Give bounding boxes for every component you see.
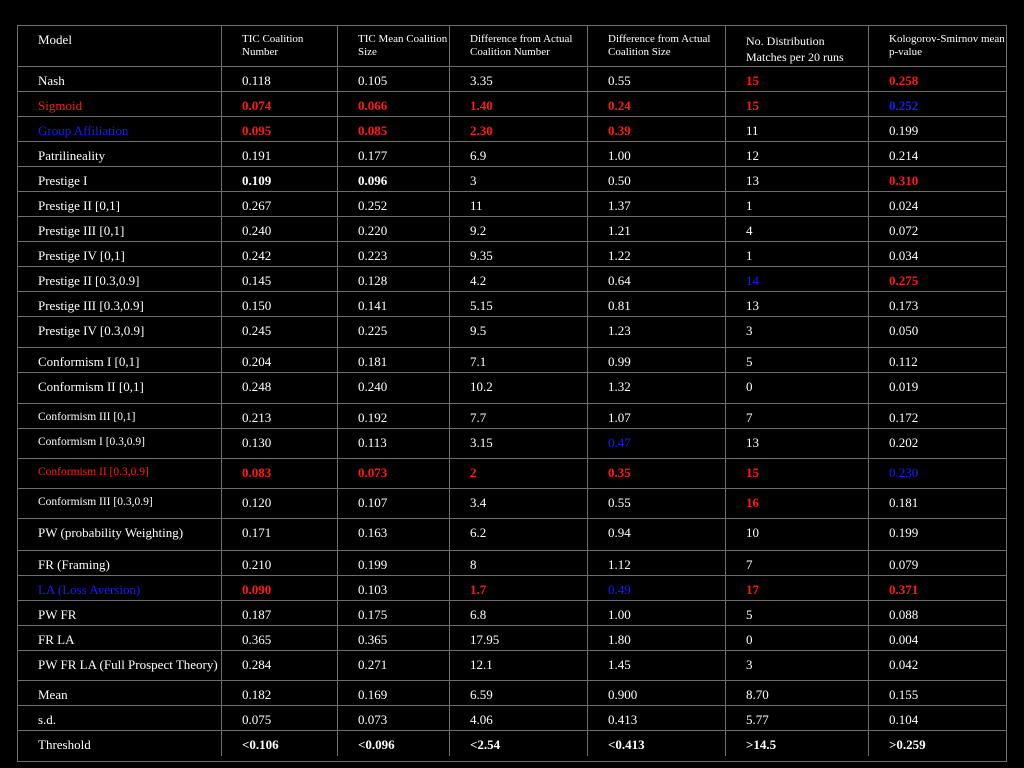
value-cell: 0.242 xyxy=(221,242,337,266)
value-cell: 0.187 xyxy=(221,601,337,625)
model-name-cell: Group Affiliation xyxy=(38,123,129,138)
value-cell: 6.9 xyxy=(449,142,587,166)
value-cell: 0.083 xyxy=(221,459,337,488)
value-cell: 1.21 xyxy=(587,217,725,241)
value-cell: 0.39 xyxy=(587,117,725,141)
value-cell: 0.210 xyxy=(221,551,337,575)
value-cell: 3 xyxy=(449,167,587,191)
value-cell: 13 xyxy=(725,167,868,191)
value-cell: 0.163 xyxy=(337,519,449,550)
value-cell: 0.94 xyxy=(587,519,725,550)
value-cell: 0.365 xyxy=(337,626,449,650)
value-cell: 0.042 xyxy=(868,651,1008,680)
column-header: Difference from Actual Coalition Number xyxy=(449,26,587,66)
value-cell: 0.104 xyxy=(868,706,1008,730)
table-row xyxy=(18,551,1006,576)
table-row xyxy=(18,167,1006,192)
value-cell: 1.80 xyxy=(587,626,725,650)
value-cell: 2.30 xyxy=(449,117,587,141)
value-cell: 17.95 xyxy=(449,626,587,650)
value-cell: 6.8 xyxy=(449,601,587,625)
column-header: Kologorov-Smirnov mean p-value xyxy=(868,26,1008,66)
value-cell: >0.259 xyxy=(868,731,1008,756)
column-header: Difference from Actual Coalition Size xyxy=(587,26,725,66)
value-cell: 0.090 xyxy=(221,576,337,600)
value-cell: 0.24 xyxy=(587,92,725,116)
value-cell: <2.54 xyxy=(449,731,587,756)
value-cell: 0.175 xyxy=(337,601,449,625)
value-cell: <0.413 xyxy=(587,731,725,756)
value-cell: 4 xyxy=(725,217,868,241)
value-cell: 0.199 xyxy=(337,551,449,575)
model-name-cell: Prestige IV [0,1] xyxy=(38,248,125,263)
table-row xyxy=(18,731,1006,756)
value-cell: 0.225 xyxy=(337,317,449,347)
model-name-cell: PW FR LA (Full Prospect Theory) xyxy=(38,657,218,672)
value-cell: 8 xyxy=(449,551,587,575)
value-cell: 0.004 xyxy=(868,626,1008,650)
value-cell: 11 xyxy=(725,117,868,141)
value-cell: 0 xyxy=(725,373,868,403)
model-name-cell: Prestige II [0.3,0.9] xyxy=(38,273,140,288)
model-name-cell: Prestige III [0.3,0.9] xyxy=(38,298,144,313)
value-cell: 3.35 xyxy=(449,67,587,91)
value-cell: 0.35 xyxy=(587,459,725,488)
value-cell: 1 xyxy=(725,242,868,266)
model-name-cell: Prestige IV [0.3,0.9] xyxy=(38,323,145,338)
model-name-cell: Conformism II [0.3,0.9] xyxy=(38,466,149,478)
header-row xyxy=(18,26,1006,67)
value-cell: 1 xyxy=(725,192,868,216)
value-cell: 0.248 xyxy=(221,373,337,403)
value-cell: 0.050 xyxy=(868,317,1008,347)
value-cell: 0.072 xyxy=(868,217,1008,241)
table-row xyxy=(18,317,1006,348)
value-cell: 0.182 xyxy=(221,681,337,705)
value-cell: 7.7 xyxy=(449,404,587,428)
results-table xyxy=(17,25,1007,762)
value-cell: 0.088 xyxy=(868,601,1008,625)
value-cell: 0.191 xyxy=(221,142,337,166)
value-cell: 9.35 xyxy=(449,242,587,266)
value-cell: 0.171 xyxy=(221,519,337,550)
table-row xyxy=(18,267,1006,292)
value-cell: 0.141 xyxy=(337,292,449,316)
table-row xyxy=(18,706,1006,731)
value-cell: 10.2 xyxy=(449,373,587,403)
value-cell: 0.105 xyxy=(337,67,449,91)
value-cell: 0.173 xyxy=(868,292,1008,316)
value-cell: 0.019 xyxy=(868,373,1008,403)
value-cell: 0.024 xyxy=(868,192,1008,216)
model-name-cell: Threshold xyxy=(38,737,91,752)
value-cell: <0.096 xyxy=(337,731,449,756)
model-name-cell: Conformism III [0,1] xyxy=(38,411,136,423)
column-header: TIC Coalition Number xyxy=(221,26,337,66)
value-cell: 0.55 xyxy=(587,489,725,518)
value-cell: 0.240 xyxy=(221,217,337,241)
value-cell: 15 xyxy=(725,92,868,116)
value-cell: 0.220 xyxy=(337,217,449,241)
value-cell: 0.245 xyxy=(221,317,337,347)
value-cell: 8.70 xyxy=(725,681,868,705)
model-name-cell: PW FR xyxy=(38,607,77,622)
value-cell: 7 xyxy=(725,404,868,428)
value-cell: 1.40 xyxy=(449,92,587,116)
model-name-cell: PW (probability Weighting) xyxy=(38,525,184,540)
value-cell: 10 xyxy=(725,519,868,550)
value-cell: 0.181 xyxy=(337,348,449,372)
value-cell: 13 xyxy=(725,292,868,316)
model-name-cell: Prestige II [0,1] xyxy=(38,198,120,213)
value-cell: 0.118 xyxy=(221,67,337,91)
value-cell: 0.109 xyxy=(221,167,337,191)
value-cell: 9.2 xyxy=(449,217,587,241)
value-cell: 3 xyxy=(725,651,868,680)
value-cell: 0.240 xyxy=(337,373,449,403)
value-cell: 15 xyxy=(725,67,868,91)
model-name-cell: Prestige I xyxy=(38,173,88,188)
value-cell: 0.113 xyxy=(337,429,449,458)
table-row xyxy=(18,348,1006,373)
column-header: No. Distribution Matches per 20 runs xyxy=(725,26,868,66)
table-row xyxy=(18,292,1006,317)
table-row xyxy=(18,192,1006,217)
value-cell: 0.99 xyxy=(587,348,725,372)
model-name-cell: Nash xyxy=(38,73,65,88)
value-cell: 1.23 xyxy=(587,317,725,347)
model-name-cell: Conformism II [0,1] xyxy=(38,379,144,394)
value-cell: 1.12 xyxy=(587,551,725,575)
value-cell: 0.252 xyxy=(868,92,1008,116)
table-row xyxy=(18,626,1006,651)
value-cell: 0.085 xyxy=(337,117,449,141)
table-row xyxy=(18,576,1006,601)
value-cell: 0.128 xyxy=(337,267,449,291)
value-cell: 0.55 xyxy=(587,67,725,91)
value-cell: 0.073 xyxy=(337,459,449,488)
value-cell: 0.034 xyxy=(868,242,1008,266)
value-cell: 0.150 xyxy=(221,292,337,316)
table-row xyxy=(18,67,1006,92)
value-cell: 5.15 xyxy=(449,292,587,316)
value-cell: 3 xyxy=(725,317,868,347)
value-cell: 6.2 xyxy=(449,519,587,550)
value-cell: 0.073 xyxy=(337,706,449,730)
value-cell: 0.096 xyxy=(337,167,449,191)
value-cell: 0.271 xyxy=(337,651,449,680)
model-name-cell: Conformism I [0.3,0.9] xyxy=(38,436,146,448)
value-cell: 2 xyxy=(449,459,587,488)
value-cell: 3.15 xyxy=(449,429,587,458)
value-cell: 4.2 xyxy=(449,267,587,291)
value-cell: 0.81 xyxy=(587,292,725,316)
model-name-cell: s.d. xyxy=(38,712,57,727)
value-cell: 0.310 xyxy=(868,167,1008,191)
value-cell: 0.47 xyxy=(587,429,725,458)
table-row xyxy=(18,217,1006,242)
model-name-cell: FR LA xyxy=(38,632,75,647)
value-cell: 0.199 xyxy=(868,519,1008,550)
value-cell: <0.106 xyxy=(221,731,337,756)
value-cell: 15 xyxy=(725,459,868,488)
model-name-cell: Patrilineality xyxy=(38,148,106,163)
table-row xyxy=(18,117,1006,142)
value-cell: 7.1 xyxy=(449,348,587,372)
value-cell: 0.155 xyxy=(868,681,1008,705)
value-cell: 0.230 xyxy=(868,459,1008,488)
value-cell: 5 xyxy=(725,348,868,372)
table-row xyxy=(18,681,1006,706)
value-cell: 1.45 xyxy=(587,651,725,680)
value-cell: 0.199 xyxy=(868,117,1008,141)
table-row xyxy=(18,459,1006,489)
value-cell: 1.07 xyxy=(587,404,725,428)
value-cell: 11 xyxy=(449,192,587,216)
table-row xyxy=(18,242,1006,267)
value-cell: 1.32 xyxy=(587,373,725,403)
value-cell: 6.59 xyxy=(449,681,587,705)
value-cell: 0.365 xyxy=(221,626,337,650)
value-cell: >14.5 xyxy=(725,731,868,756)
value-cell: 0.172 xyxy=(868,404,1008,428)
value-cell: 0.900 xyxy=(587,681,725,705)
model-name-cell: Conformism I [0,1] xyxy=(38,354,140,369)
value-cell: 12 xyxy=(725,142,868,166)
column-header: Model xyxy=(38,32,72,47)
value-cell: 1.37 xyxy=(587,192,725,216)
value-cell: 0.413 xyxy=(587,706,725,730)
value-cell: 0.145 xyxy=(221,267,337,291)
value-cell: 16 xyxy=(725,489,868,518)
value-cell: 0 xyxy=(725,626,868,650)
value-cell: 1.00 xyxy=(587,142,725,166)
value-cell: 0.49 xyxy=(587,576,725,600)
table-row xyxy=(18,519,1006,551)
value-cell: 0.202 xyxy=(868,429,1008,458)
value-cell: 7 xyxy=(725,551,868,575)
value-cell: 0.275 xyxy=(868,267,1008,291)
value-cell: 0.50 xyxy=(587,167,725,191)
value-cell: 17 xyxy=(725,576,868,600)
value-cell: 0.066 xyxy=(337,92,449,116)
value-cell: 0.075 xyxy=(221,706,337,730)
model-name-cell: Conformism III [0.3,0.9] xyxy=(38,496,153,508)
value-cell: 0.074 xyxy=(221,92,337,116)
value-cell: 0.204 xyxy=(221,348,337,372)
value-cell: 5.77 xyxy=(725,706,868,730)
value-cell: 1.22 xyxy=(587,242,725,266)
table-row xyxy=(18,601,1006,626)
value-cell: 0.267 xyxy=(221,192,337,216)
table-row xyxy=(18,404,1006,429)
table-row xyxy=(18,373,1006,404)
model-name-cell: LA (Loss Aversion) xyxy=(38,582,141,597)
table-row xyxy=(18,651,1006,681)
value-cell: 0.371 xyxy=(868,576,1008,600)
value-cell: 0.181 xyxy=(868,489,1008,518)
value-cell: 0.130 xyxy=(221,429,337,458)
value-cell: 0.192 xyxy=(337,404,449,428)
table-row xyxy=(18,489,1006,519)
value-cell: 3.4 xyxy=(449,489,587,518)
column-header: TIC Mean Coalition Size xyxy=(337,26,449,66)
value-cell: 0.120 xyxy=(221,489,337,518)
model-name-cell: FR (Framing) xyxy=(38,557,110,572)
value-cell: 13 xyxy=(725,429,868,458)
value-cell: 1.00 xyxy=(587,601,725,625)
value-cell: 4.06 xyxy=(449,706,587,730)
model-name-cell: Mean xyxy=(38,687,68,702)
value-cell: 9.5 xyxy=(449,317,587,347)
value-cell: 0.079 xyxy=(868,551,1008,575)
model-name-cell: Prestige III [0,1] xyxy=(38,223,125,238)
table-row xyxy=(18,429,1006,459)
table-row xyxy=(18,142,1006,167)
value-cell: 5 xyxy=(725,601,868,625)
value-cell: 0.095 xyxy=(221,117,337,141)
value-cell: 0.112 xyxy=(868,348,1008,372)
value-cell: 0.107 xyxy=(337,489,449,518)
value-cell: 0.284 xyxy=(221,651,337,680)
value-cell: 0.64 xyxy=(587,267,725,291)
value-cell: 12.1 xyxy=(449,651,587,680)
value-cell: 0.214 xyxy=(868,142,1008,166)
value-cell: 0.213 xyxy=(221,404,337,428)
value-cell: 0.169 xyxy=(337,681,449,705)
value-cell: 0.252 xyxy=(337,192,449,216)
value-cell: 0.103 xyxy=(337,576,449,600)
value-cell: 1.7 xyxy=(449,576,587,600)
model-name-cell: Sigmoid xyxy=(38,98,83,113)
value-cell: 0.223 xyxy=(337,242,449,266)
table-row xyxy=(18,92,1006,117)
value-cell: 0.177 xyxy=(337,142,449,166)
value-cell: 14 xyxy=(725,267,868,291)
value-cell: 0.258 xyxy=(868,67,1008,91)
